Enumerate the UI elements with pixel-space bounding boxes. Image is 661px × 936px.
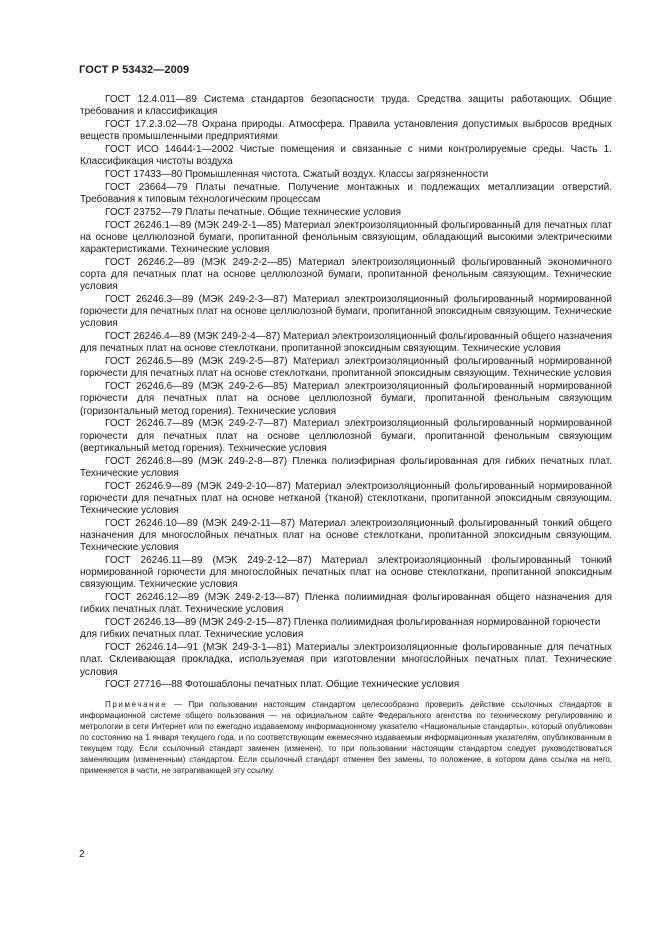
reference-item: ГОСТ 26246.5—89 (МЭК 249-2-5—87) Материал электроизоляционный фольгированный нормированной горючести для печатных плат на основе стеклоткани, пропитанной эпоксидным связующим. Технические условия [80, 356, 612, 380]
reference-item: ГОСТ 23664—79 Платы печатные. Получение монтажных и подлежащих металлизации отверстий. Требования к типовым технологическим процессам [80, 181, 612, 205]
reference-item: ГОСТ 26246.7—89 (МЭК 249-2-7—87) Материал электроизоляционный фольгированный нормированной горючести для печатных плат на основе целлюлозной бумаги, пропитанной фенольным связующим (вертикальный метод горения). Технические условия [80, 418, 612, 454]
reference-item: ГОСТ 26246.4—89 (МЭК 249-2-4—87) Материал электроизоляционный фольгированный общего назначения для печатных плат на основе стеклоткани, пропитанной эпоксидным связующим. Технические условия [80, 331, 612, 355]
note-text: — При пользовании настоящим стандартом целесообразно проверить действие ссылочных стандартов в информационной системе общего пользования — на официальном сайте Федерального агентства по техническому регулированию и метрологии в сети Интернет или по ежегодно издаваемому информационному указателю «Национальные стандарты», который опубликован по состоянию на 1 января текущего года, и по соответствующим ежемесячно издаваемым информационным указателям, опубликованным в текущем году. Если ссылочный стандарт заменен (изменен), то при пользовании настоящим стандартом следует руководствоваться заменяющим (измененным) стандартом. Если ссылочный стандарт отменен без замены, то положение, в котором дана ссылка на него, применяется в части, не затрагивающей эту ссылку. [80, 699, 612, 775]
reference-item: ГОСТ 17.2.3.02—78 Охрана природы. Атмосфера. Правила установления допустимых выбросов вредных веществ промышленными предприятиями [80, 119, 612, 143]
reference-item: ГОСТ 17433—80 Промышленная чистота. Сжатый воздух. Классы загрязненности [105, 169, 489, 180]
reference-item: ГОСТ 26246.12—89 (МЭК 249-2-13—87) Пленка полиимидная фольгированная общего назначения для гибких печатных плат. Технические условия [80, 592, 612, 616]
reference-item: ГОСТ 27716—88 Фотошаблоны печатных плат. Общие технические условия [105, 679, 460, 691]
reference-item: ГОСТ 26246.13—89 (МЭК 249-2-15—87) Пленка полиимидная фольгированная нормированной горючести для гибких печатных плат. Технические условия [80, 617, 601, 641]
reference-item: ГОСТ 26246.11—89 (МЭК 249-2-12—87) Материал электроизоляционный фольгированный тонкий нормированной горючести для многослойных печатных плат на основе стеклоткани, пропитанной эпоксидным связующим. Технические условия [80, 555, 612, 591]
reference-item: ГОСТ 26246.3—89 (МЭК 249-2-3—87) Материал электроизоляционный фольгированный нормированной горючести для печатных плат на основе целлюлозной бумаги, пропитанной эпоксидным связующим. Технические условия [80, 294, 612, 330]
reference-item: ГОСТ 26246.10—89 (МЭК 249-2-11—87) Материал электроизоляционный фольгированный тонкий общего назначения для многослойных печатных плат на основе стеклоткани, пропитанной эпоксидным связующим. Технические условия [80, 517, 612, 554]
page-number: 2 [79, 849, 85, 860]
page-header-title: ГОСТ Р 53432—2009 [79, 64, 190, 76]
reference-item: ГОСТ 26246.1—89 (МЭК 249-2-1—85) Материал электроизоляционный фольгированный для печатных плат на основе целлюлозной бумаги, пропитанной фенольным связующим, обладающий высокими электрическими характеристиками. Технические условия [80, 219, 612, 255]
reference-item: ГОСТ ИСО 14644-1—2002 Чистые помещения и связанные с ними контролируемые среды. Часть 1. Классификация чистоты воздуха [80, 144, 612, 168]
reference-item: ГОСТ 26246.6—89 (МЭК 249-2-6—85) Материал электроизоляционный фольгированный нормированной горючести для печатных плат на основе целлюлозной бумаги, пропитанной фенольным связующим (горизонтальный метод горения). Технические условия [80, 381, 612, 417]
normative-references [80, 94, 612, 784]
reference-item: ГОСТ 26246.8—89 (МЭК 249-2-8—87) Пленка полиэфирная фольгированная для гибких печатных плат. Технические условия [80, 455, 612, 479]
note-paragraph [80, 699, 612, 776]
reference-item: ГОСТ 12.4.011—89 Система стандартов безопасности труда. Средства защиты работающих. Общие требования и классификация [80, 94, 612, 118]
note-label: Примечание [105, 699, 168, 709]
reference-item: ГОСТ 26246.14—91 (МЭК 249-3-1—81) Материалы электроизоляционные фольгированные для печатных плат. Склеивающая прокладка, используемая при изготовлении многослойных печатных плат. Технические условия [80, 642, 612, 678]
reference-item: ГОСТ 26246.9—89 (МЭК 249-2-10—87) Материал электроизоляционный фольгированный нормированной горючести для печатных плат на основе нетканой (тканой) стеклоткани, пропитанной эпоксидным связующим. Технические условия [80, 480, 612, 517]
reference-item: ГОСТ 26246.2—89 (МЭК 249-2-2—85) Материал электроизоляционный фольгированный экономичного сорта для печатных плат на основе целлюлозной бумаги, пропитанной фенольным связующим. Технические условия [80, 256, 612, 293]
reference-item: ГОСТ 23752—79 Платы печатные. Общие технические условия [105, 206, 401, 218]
